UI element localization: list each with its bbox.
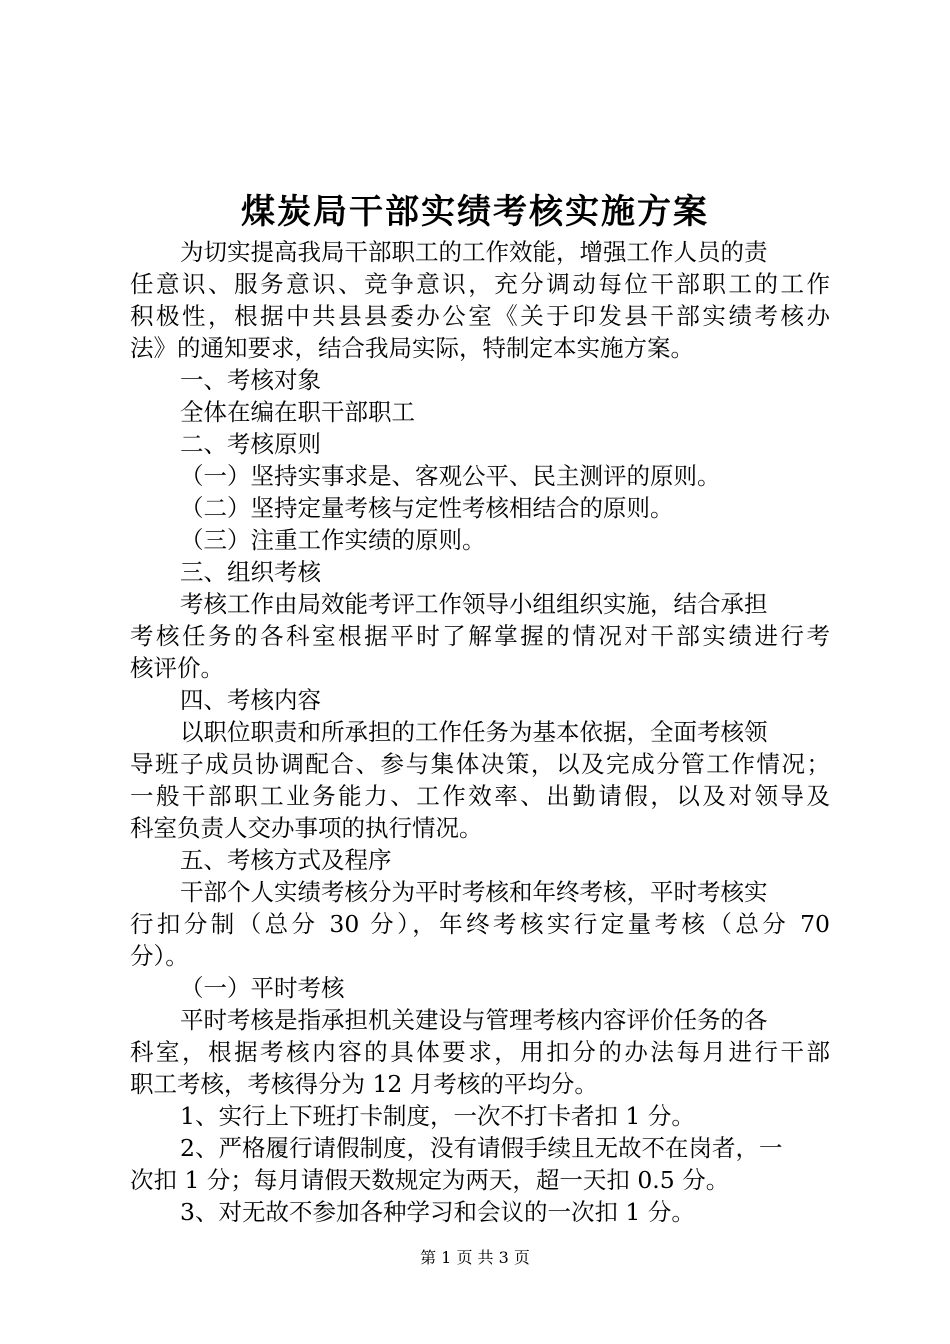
body-line: 考核工作由局效能考评工作领导小组组织实施，结合承担 [180,590,768,618]
page-footer: 第 1 页 共 3 页 [420,1248,530,1267]
section-heading: 五、考核方式及程序 [180,846,392,874]
body-line: 积极性，根据中共县县委办公室《关于印发县干部实绩考核办 [130,302,830,330]
body-line: 以职位职责和所承担的工作任务为基本依据，全面考核领 [180,718,768,746]
body-line: 科室负责人交办事项的执行情况。 [130,814,483,842]
body-line: （一）坚持实事求是、客观公平、民主测评的原则。 [180,462,721,490]
section-heading: 三、组织考核 [180,558,321,586]
body-line: 一般干部职工业务能力、工作效率、出勤请假，以及对领导及 [130,782,830,810]
list-item: 2、严格履行请假制度，没有请假手续且无故不在岗者，一 [180,1134,783,1162]
body-line: 法》的通知要求，结合我局实际，特制定本实施方案。 [130,334,694,362]
list-item: 1、实行上下班打卡制度，一次不打卡者扣 1 分。 [180,1102,695,1130]
body-line: 考核任务的各科室根据平时了解掌握的情况对干部实绩进行考 [130,622,830,650]
section-heading: 二、考核原则 [180,430,321,458]
body-line: 分）。 [130,942,189,970]
subsection-heading: （一）平时考核 [180,974,345,1002]
body-line: 平时考核是指承担机关建设与管理考核内容评价任务的各 [180,1006,768,1034]
body-line: 全体在编在职干部职工 [180,398,415,426]
list-item: 3、对无故不参加各种学习和会议的一次扣 1 分。 [180,1198,695,1226]
body-line: 干部个人实绩考核分为平时考核和年终考核，平时考核实 [180,878,768,906]
section-heading: 四、考核内容 [180,686,321,714]
body-line: 导班子成员协调配合、参与集体决策，以及完成分管工作情况； [130,750,830,778]
section-heading: 一、考核对象 [180,366,321,394]
body-line: （二）坚持定量考核与定性考核相结合的原则。 [180,494,674,522]
body-line: 科室，根据考核内容的具体要求，用扣分的办法每月进行干部 [130,1038,830,1066]
document-title: 煤炭局干部实绩考核实施方案 [241,192,709,232]
body-line: （三）注重工作实绩的原则。 [180,526,486,554]
body-line: 核评价。 [130,654,224,682]
body-line: 职工考核，考核得分为 12 月考核的平均分。 [130,1070,598,1098]
body-line: 行扣分制（总分 30 分），年终考核实行定量考核（总分 70 [130,910,830,938]
body-line: 任意识、服务意识、竞争意识，充分调动每位干部职工的工作 [130,270,830,298]
list-item-continuation: 次扣 1 分；每月请假天数规定为两天，超一天扣 0.5 分。 [130,1166,730,1194]
body-line: 为切实提高我局干部职工的工作效能，增强工作人员的责 [180,238,768,266]
